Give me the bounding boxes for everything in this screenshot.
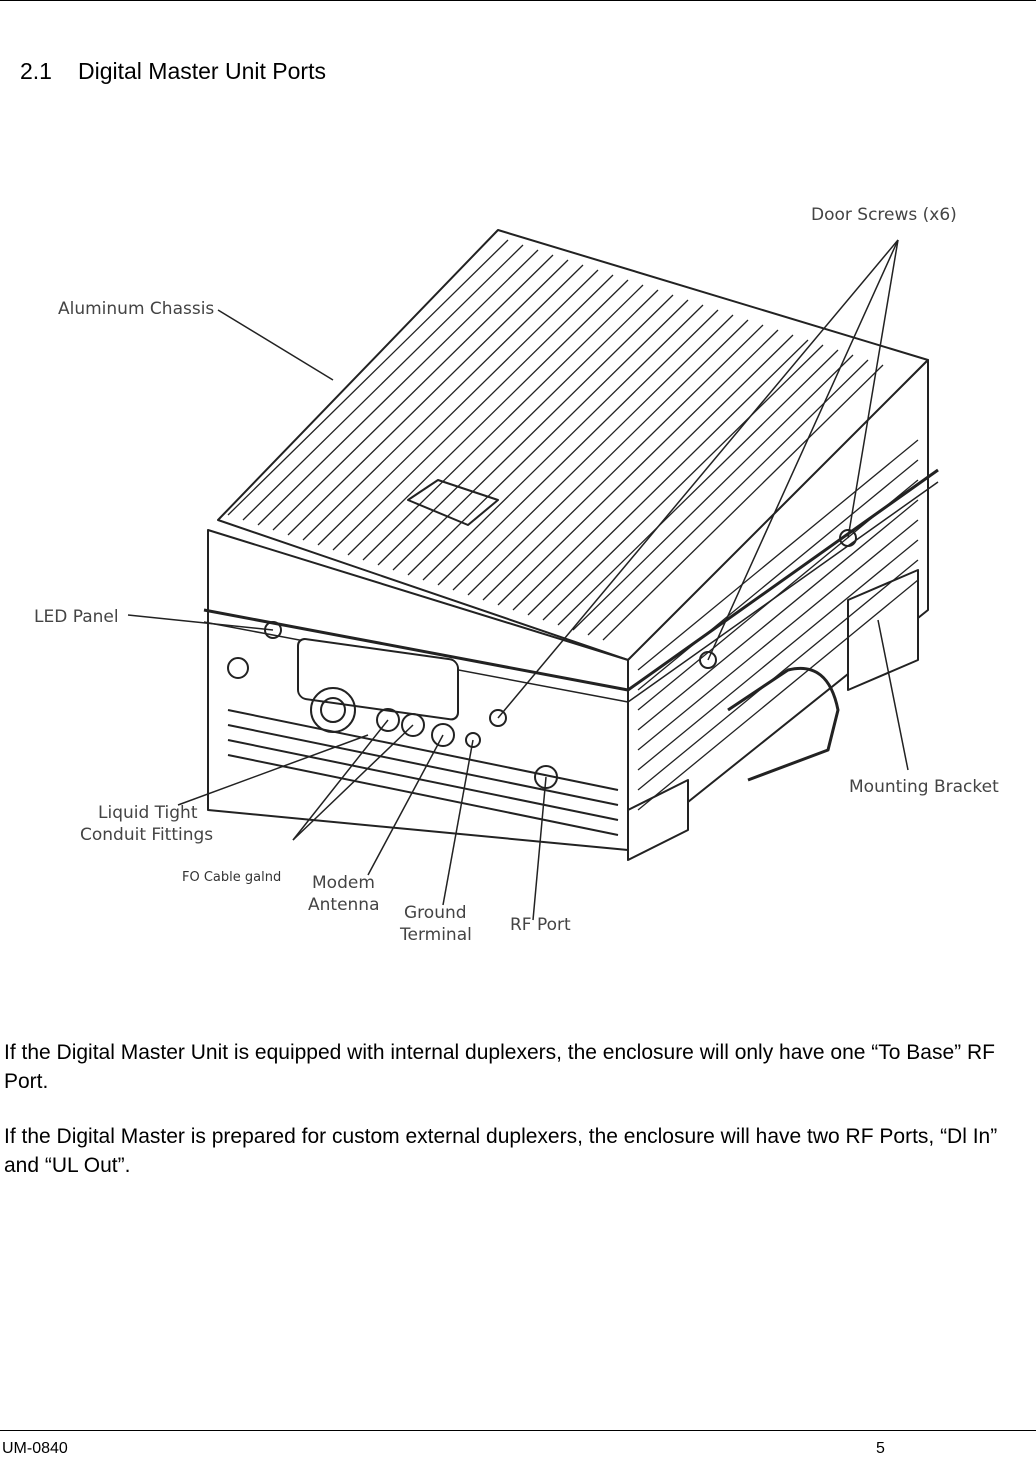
section-number: 2.1 — [20, 58, 52, 84]
aluminum-chassis-label: Aluminum Chassis — [58, 299, 215, 319]
door-screws-label: Door Screws (x6) — [811, 205, 957, 225]
footer-page-number: 5 — [876, 1440, 885, 1457]
unit-ports-figure — [28, 190, 1018, 960]
liquid-tight-label-line2: Conduit Fittings — [80, 825, 214, 845]
paragraph-internal-duplexers: If the Digital Master Unit is equipped with internal duplexers, the enclosure will only have one “To Base” RF Port. — [4, 1041, 995, 1093]
header-rule — [0, 0, 1036, 1]
led-panel-label: LED Panel — [34, 607, 119, 627]
section-title: Digital Master Unit Ports — [78, 58, 326, 84]
liquid-tight-label-line1: Liquid Tight — [98, 803, 198, 823]
footer-doc-id: UM-0840 — [2, 1440, 68, 1457]
ground-label-line1: Ground — [404, 903, 467, 923]
unit-line-drawing — [28, 190, 1018, 960]
footer-rule — [0, 1430, 1036, 1431]
paragraph-external-duplexers: If the Digital Master is prepared for custom external duplexers, the enclosure will have two RF Ports, “Dl In” and “UL Out”. — [4, 1125, 998, 1177]
fo-cable-label: FO Cable galnd — [182, 870, 282, 885]
section-heading — [20, 58, 326, 85]
mounting-bracket-label: Mounting Bracket — [849, 777, 999, 797]
modem-label-line1: Modem — [312, 873, 375, 893]
ground-label-line2: Terminal — [400, 925, 472, 945]
rf-port-label: RF Port — [510, 915, 571, 935]
modem-label-line2: Antenna — [308, 895, 380, 915]
